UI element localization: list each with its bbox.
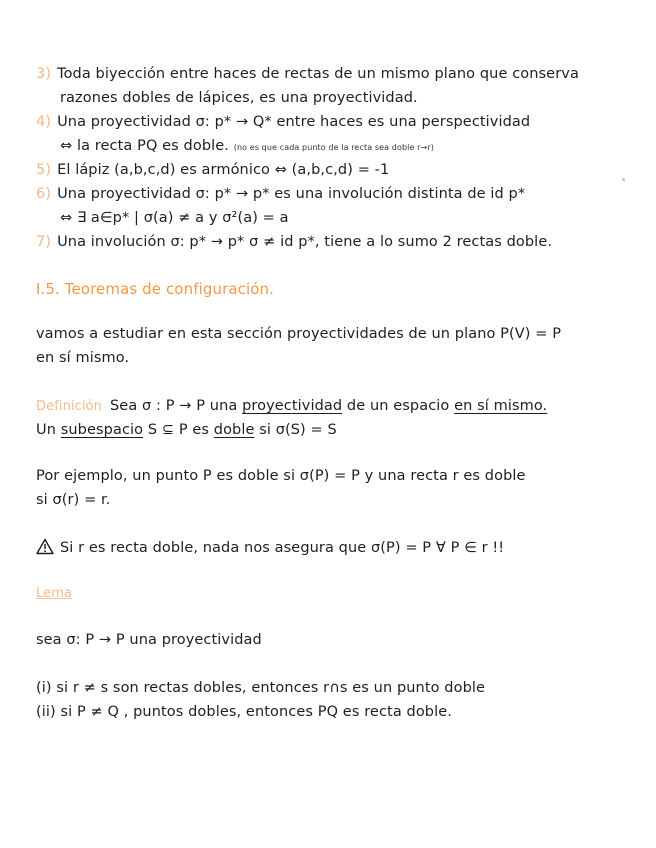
item-4-line2 (60, 138, 434, 154)
item-text: Una proyectividad σ: p* → Q* entre haces es una perspectividad (57, 114, 531, 130)
item-note: (no es que cada punto de la recta sea doble r→r) (233, 143, 434, 152)
definition-term-en-si-mismo: en sí mismo. (454, 398, 548, 414)
item-number: 6) (36, 186, 52, 202)
definition-text: S ⊆ P es (147, 422, 210, 438)
item-text: Toda biyección entre haces de rectas de un mismo plano que conserva (57, 66, 579, 82)
item-text: Una involución σ: p* → p* σ ≠ id p*, tiene a lo sumo 2 rectas doble. (57, 234, 553, 250)
section-heading: I.5. Teoremas de configuración. (36, 280, 274, 298)
item-text: El lápiz (a,b,c,d) es armónico ⇔ (a,b,c,d) = -1 (57, 162, 390, 178)
item-6-line1 (36, 186, 525, 202)
example-line1: Por ejemplo, un punto P es doble si σ(P) = P y una recta r es doble (36, 468, 526, 484)
definition-term-doble: doble (213, 422, 255, 438)
item-text: razones dobles de lápices, es una proyectividad. (60, 90, 418, 106)
lemma-item-1: (i) si r ≠ s son rectas dobles, entonces r∩s es un punto doble (36, 680, 486, 696)
intro-line1: vamos a estudiar en esta sección proyectividades de un plano P(V) = P (36, 326, 562, 342)
warning-icon (36, 538, 54, 555)
definition-label: Definición (36, 399, 102, 414)
item-3-line1 (36, 66, 579, 82)
item-7 (36, 234, 552, 250)
lemma-intro: sea σ: P → P una proyectividad (36, 632, 262, 648)
item-4-line1 (36, 114, 530, 130)
warning-text: Si r es recta doble, nada nos asegura que σ(P) = P ∀ P ∈ r !! (60, 540, 505, 556)
item-text: ⇔ ∃ a∈p* | σ(a) ≠ a y σ²(a) = a (60, 210, 289, 226)
item-number: 3) (36, 66, 52, 82)
item-text: Una proyectividad σ: p* → p* es una involución distinta de id p* (57, 186, 526, 202)
stray-dot (622, 178, 625, 181)
definition-term-proyectividad: proyectividad (242, 398, 343, 414)
definition-text: Un (36, 422, 57, 438)
definition-text: de un espacio (346, 398, 450, 414)
item-5 (36, 162, 389, 178)
item-number: 4) (36, 114, 52, 130)
definition-text: si σ(S) = S (259, 422, 337, 438)
definition-line1 (36, 398, 547, 414)
definition-line2 (36, 422, 337, 438)
intro-line2: en sí mismo. (36, 350, 130, 366)
item-text: ⇔ la recta PQ es doble. (60, 138, 229, 154)
item-6-line2 (60, 210, 289, 226)
example-line2: si σ(r) = r. (36, 492, 111, 508)
warning-line (36, 538, 504, 556)
item-number: 7) (36, 234, 52, 250)
item-3-line2 (60, 90, 418, 106)
lemma-label: Lema (36, 586, 73, 601)
lemma-item-2: (ii) si P ≠ Q , puntos dobles, entonces PQ es recta doble. (36, 704, 452, 720)
definition-text: Sea σ : P → P una (110, 398, 238, 414)
definition-term-subespacio: subespacio (60, 422, 144, 438)
item-number: 5) (36, 162, 52, 178)
